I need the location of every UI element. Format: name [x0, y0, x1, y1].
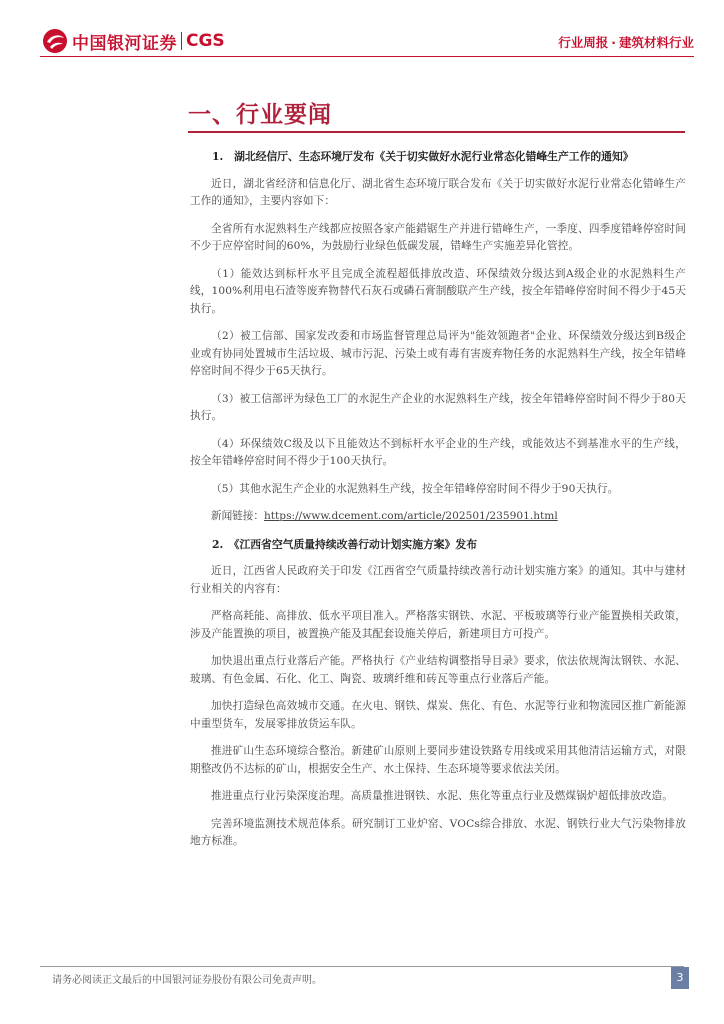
paragraph: （5）其他水泥生产企业的水泥熟料生产线，按全年错峰停窑时间不得少于90天执行。 [211, 482, 619, 495]
news-item-title: 2. 《江西省空气质量持续改善行动计划实施方案》发布 [212, 537, 477, 551]
footer-divider [40, 966, 684, 967]
paragraph: （3）被工信部评为绿色工厂的水泥生产企业的水泥熟料生产线，按全年错峰停窑时间不得少于80天执行。 [190, 392, 686, 422]
paragraph: 推进重点行业污染深度治理。高质量推进钢铁、水泥、焦化等重点行业及燃煤锅炉超低排放改造。 [211, 790, 673, 802]
paragraph: （4）环保绩效C级及以下且能效达不到标杆水平企业的生产线，或能效达不到基准水平的生产线，按全年错峰停窑时间不得少于100天执行。 [190, 437, 686, 467]
industry-label: 建筑材料行业 [618, 35, 694, 50]
separator-dot: · [611, 35, 616, 50]
company-logo [42, 28, 225, 54]
news-link[interactable]: https://www.dcement.com/article/202501/235901.html [263, 510, 558, 522]
galaxy-logo-icon [42, 28, 68, 54]
paragraph: 全省所有水泥熟料生产线都应按照各家产能錯锯生产并进行错峰生产，一季度、四季度错峰停窑时间不少于应停窑时间的60%，为鼓励行业绿色低碳发展，错峰生产实施差异化管控。 [190, 222, 686, 252]
logo-text-cn: 中国银河证券 [72, 33, 177, 54]
logo-text-en: CGS [186, 31, 225, 51]
footer-disclaimer: 请务必阅读正文最后的中国银河证券股份有限公司免责声明。 [52, 975, 322, 986]
paragraph: 近日，湖北省经济和信息化厅、湖北省生态环境厅联合发布《关于切实做好水泥行业常态化错峰生产工作的通知》，主要内容如下： [190, 177, 686, 207]
paragraph: （1）能效达到标杆水平且完成全流程超低排放改造、环保绩效分级达到A级企业的水泥熟料生产线，100%利用电石渣等废弃物替代石灰石或磷石膏制酸联产生产线，按全年错峰停窑时间不得少于45天执行。 [190, 267, 686, 315]
paragraph: 加快退出重点行业落后产能。严格执行《产业结构调整指导目录》要求，依法依规淘汰钢铁、水泥、玻璃、有色金属、石化、化工、陶瓷、玻璃纤维和砖瓦等重点行业落后产能。 [190, 655, 686, 685]
paragraph: 完善环境监测技术规范体系。研究制订工业炉窑、VOCs综合排放、水泥、钢铁行业大气污染物排放地方标准。 [190, 817, 686, 847]
paragraph: 推进矿山生态环境综合整治。新建矿山原则上要同步建设铁路专用线或采用其他清洁运输方式，对限期整改仍不达标的矿山，根据安全生产、水土保持、生态环境等要求依法关闭。 [190, 745, 686, 775]
page-number: 3 [671, 967, 689, 989]
news-item-title: 1. 湖北经信厅、生态环境厅发布《关于切实做好水泥行业常态化错峰生产工作的通知》 [212, 150, 634, 163]
section-title: 一、行业要闻 [188, 102, 332, 128]
paragraph: 严格高耗能、高排放、低水平项目准入。严格落实钢铁、水泥、平板玻璃等行业产能置换相关政策，涉及产能置换的项目，被置换产能及其配套设施关停后，新建项目方可投产。 [190, 610, 686, 640]
page-header [0, 0, 724, 56]
news-content [190, 148, 686, 861]
header-divider [40, 56, 694, 57]
logo-divider [181, 32, 182, 50]
section-underline [188, 131, 685, 133]
news-link-line [190, 508, 686, 526]
report-type [558, 33, 694, 51]
paragraph: 加快打造绿色高效城市交通。在火电、钢铁、煤炭、焦化、有色、水泥等行业和物流园区推广新能源中重型货车，发展零排放货运车队。 [190, 700, 686, 730]
news-link-label: 新闻链接： [211, 510, 264, 522]
report-type-label: 行业周报 [558, 35, 609, 50]
paragraph: 近日，江西省人民政府关于印发《江西省空气质量持续改善行动计划实施方案》的通知。其中与建材行业相关的内容有： [190, 565, 686, 595]
paragraph: （2）被工信部、国家发改委和市场监督管理总局评为"能效领跑者"企业、环保绩效分级达到B级企业或有协同处置城市生活垃圾、城市污泥、污染土或有毒有害废弃物任务的水泥熟料生产线，按全年错峰停窑时间不得少于65天执行。 [190, 330, 686, 377]
